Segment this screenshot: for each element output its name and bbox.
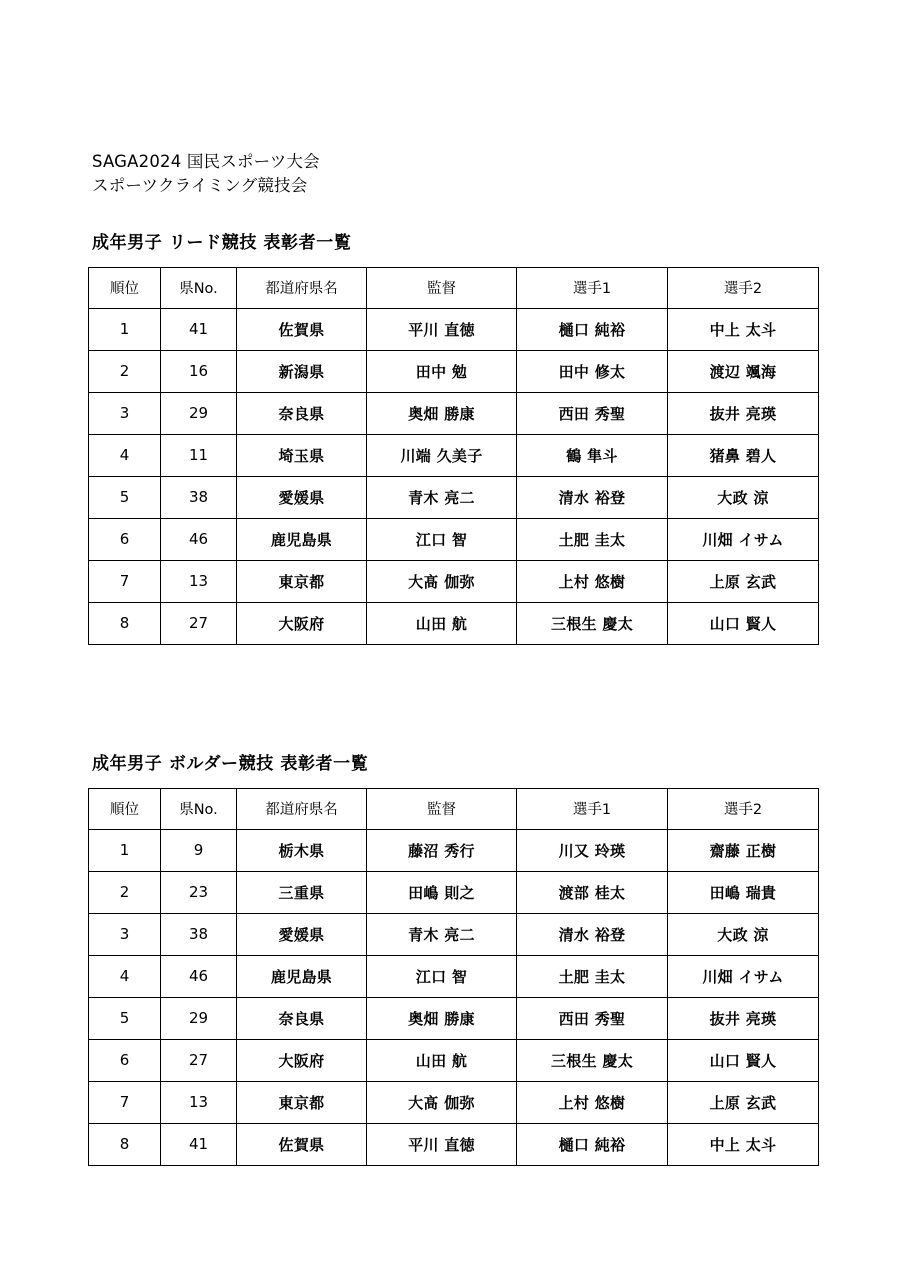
cell-coach: 奥畑 勝康 [367, 392, 517, 434]
cell-coach: 田中 勉 [367, 350, 517, 392]
cell-athlete1: 樋口 純裕 [517, 308, 668, 350]
cell-prefecture: 東京都 [237, 1081, 367, 1123]
column-header-prefecture: 都道府県名 [237, 788, 367, 829]
column-header-athlete1: 選手1 [517, 788, 668, 829]
table-header-row [89, 788, 819, 829]
table-row [89, 955, 819, 997]
cell-rank: 3 [89, 392, 161, 434]
cell-prefecture: 奈良県 [237, 392, 367, 434]
cell-prefecture: 埼玉県 [237, 434, 367, 476]
cell-coach: 江口 智 [367, 518, 517, 560]
table-row [89, 392, 819, 434]
table-row [89, 1123, 819, 1165]
cell-athlete1: 三根生 慶太 [517, 1039, 668, 1081]
column-header-rank: 順位 [89, 267, 161, 308]
cell-kenno: 27 [161, 602, 237, 644]
cell-kenno: 16 [161, 350, 237, 392]
cell-athlete2: 田嶋 瑞貴 [668, 871, 819, 913]
cell-prefecture: 愛媛県 [237, 476, 367, 518]
cell-kenno: 38 [161, 476, 237, 518]
cell-athlete2: 齋藤 正樹 [668, 829, 819, 871]
cell-kenno: 29 [161, 997, 237, 1039]
table-row [89, 1039, 819, 1081]
cell-athlete1: 西田 秀聖 [517, 997, 668, 1039]
table-row [89, 997, 819, 1039]
cell-coach: 奥畑 勝康 [367, 997, 517, 1039]
table-row [89, 434, 819, 476]
cell-athlete1: 樋口 純裕 [517, 1123, 668, 1165]
cell-rank: 8 [89, 602, 161, 644]
cell-athlete1: 川又 玲瑛 [517, 829, 668, 871]
section-heading: 成年男子 リード競技 表彰者一覧 [92, 232, 352, 253]
cell-kenno: 13 [161, 560, 237, 602]
table-row [89, 913, 819, 955]
cell-kenno: 29 [161, 392, 237, 434]
cell-kenno: 23 [161, 871, 237, 913]
cell-athlete2: 中上 太斗 [668, 1123, 819, 1165]
cell-coach: 平川 直徳 [367, 1123, 517, 1165]
table-row [89, 1081, 819, 1123]
cell-prefecture: 佐賀県 [237, 1123, 367, 1165]
cell-coach: 藤沼 秀行 [367, 829, 517, 871]
section-boulder [88, 749, 819, 1166]
table-row [89, 560, 819, 602]
column-header-kenno: 県No. [161, 267, 237, 308]
cell-athlete1: 清水 裕登 [517, 913, 668, 955]
cell-athlete2: 大政 涼 [668, 476, 819, 518]
cell-coach: 川端 久美子 [367, 434, 517, 476]
cell-rank: 7 [89, 1081, 161, 1123]
cell-athlete2: 大政 涼 [668, 913, 819, 955]
cell-athlete1: 清水 裕登 [517, 476, 668, 518]
column-header-rank: 順位 [89, 788, 161, 829]
cell-coach: 大髙 伽弥 [367, 560, 517, 602]
document-title-line1: SAGA2024 国民スポーツ大会 [92, 152, 320, 171]
cell-rank: 2 [89, 350, 161, 392]
cell-kenno: 46 [161, 955, 237, 997]
table-row [89, 871, 819, 913]
cell-athlete1: 土肥 圭太 [517, 518, 668, 560]
cell-athlete2: 抜井 亮瑛 [668, 392, 819, 434]
cell-athlete1: 上村 悠樹 [517, 1081, 668, 1123]
cell-athlete1: 三根生 慶太 [517, 602, 668, 644]
cell-athlete2: 山口 賢人 [668, 1039, 819, 1081]
cell-rank: 3 [89, 913, 161, 955]
cell-athlete2: 中上 太斗 [668, 308, 819, 350]
cell-coach: 青木 亮二 [367, 476, 517, 518]
cell-rank: 5 [89, 997, 161, 1039]
cell-athlete1: 鶴 隼斗 [517, 434, 668, 476]
cell-kenno: 41 [161, 308, 237, 350]
cell-athlete2: 渡辺 颯海 [668, 350, 819, 392]
cell-kenno: 27 [161, 1039, 237, 1081]
column-header-athlete2: 選手2 [668, 267, 819, 308]
cell-rank: 6 [89, 1039, 161, 1081]
column-header-coach: 監督 [367, 267, 517, 308]
cell-rank: 8 [89, 1123, 161, 1165]
cell-rank: 1 [89, 829, 161, 871]
cell-prefecture: 大阪府 [237, 1039, 367, 1081]
table-row [89, 518, 819, 560]
cell-coach: 大髙 伽弥 [367, 1081, 517, 1123]
cell-coach: 田嶋 則之 [367, 871, 517, 913]
cell-rank: 4 [89, 434, 161, 476]
section-heading: 成年男子 ボルダー競技 表彰者一覧 [92, 753, 369, 774]
document-title-line2: スポーツクライミング競技会 [92, 175, 308, 195]
column-header-athlete1: 選手1 [517, 267, 668, 308]
table-row [89, 829, 819, 871]
award-table-lead [88, 267, 819, 645]
column-header-coach: 監督 [367, 788, 517, 829]
column-header-prefecture: 都道府県名 [237, 267, 367, 308]
cell-athlete2: 抜井 亮瑛 [668, 997, 819, 1039]
cell-athlete2: 川畑 イサム [668, 955, 819, 997]
cell-athlete2: 川畑 イサム [668, 518, 819, 560]
document-title [92, 150, 819, 198]
column-header-kenno: 県No. [161, 788, 237, 829]
cell-kenno: 38 [161, 913, 237, 955]
cell-prefecture: 三重県 [237, 871, 367, 913]
cell-athlete1: 田中 修太 [517, 350, 668, 392]
cell-athlete2: 山口 賢人 [668, 602, 819, 644]
column-header-athlete2: 選手2 [668, 788, 819, 829]
table-header-row [89, 267, 819, 308]
cell-kenno: 11 [161, 434, 237, 476]
cell-prefecture: 東京都 [237, 560, 367, 602]
cell-athlete1: 渡部 桂太 [517, 871, 668, 913]
cell-kenno: 41 [161, 1123, 237, 1165]
cell-prefecture: 栃木県 [237, 829, 367, 871]
cell-prefecture: 新潟県 [237, 350, 367, 392]
cell-prefecture: 鹿児島県 [237, 955, 367, 997]
cell-coach: 青木 亮二 [367, 913, 517, 955]
cell-athlete1: 土肥 圭太 [517, 955, 668, 997]
cell-rank: 2 [89, 871, 161, 913]
cell-coach: 江口 智 [367, 955, 517, 997]
cell-athlete2: 上原 玄武 [668, 560, 819, 602]
cell-prefecture: 奈良県 [237, 997, 367, 1039]
cell-rank: 5 [89, 476, 161, 518]
cell-prefecture: 鹿児島県 [237, 518, 367, 560]
cell-rank: 6 [89, 518, 161, 560]
cell-kenno: 46 [161, 518, 237, 560]
cell-athlete2: 猪鼻 碧人 [668, 434, 819, 476]
cell-athlete1: 上村 悠樹 [517, 560, 668, 602]
cell-coach: 平川 直徳 [367, 308, 517, 350]
cell-prefecture: 大阪府 [237, 602, 367, 644]
cell-coach: 山田 航 [367, 1039, 517, 1081]
cell-kenno: 13 [161, 1081, 237, 1123]
cell-prefecture: 佐賀県 [237, 308, 367, 350]
table-row [89, 350, 819, 392]
cell-rank: 7 [89, 560, 161, 602]
cell-coach: 山田 航 [367, 602, 517, 644]
table-row [89, 308, 819, 350]
cell-rank: 4 [89, 955, 161, 997]
award-table-boulder [88, 788, 819, 1166]
cell-athlete2: 上原 玄武 [668, 1081, 819, 1123]
table-row [89, 476, 819, 518]
cell-athlete1: 西田 秀聖 [517, 392, 668, 434]
cell-kenno: 9 [161, 829, 237, 871]
section-lead [88, 228, 819, 645]
table-row [89, 602, 819, 644]
cell-prefecture: 愛媛県 [237, 913, 367, 955]
cell-rank: 1 [89, 308, 161, 350]
